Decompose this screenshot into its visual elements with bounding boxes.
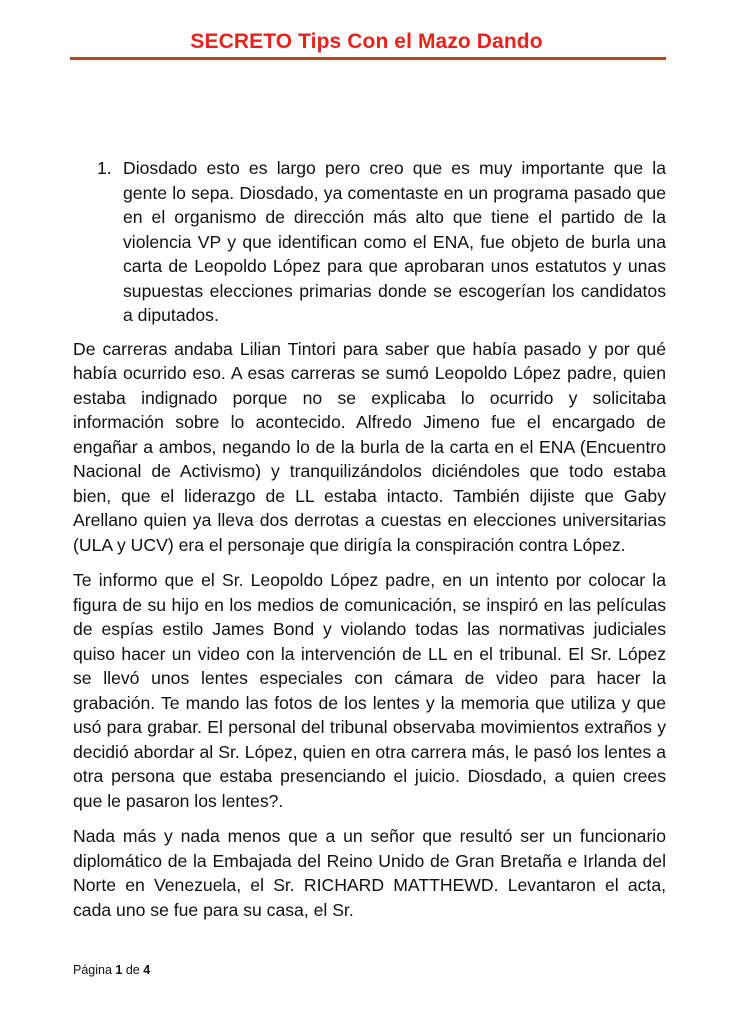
numbered-list-item: [73, 156, 666, 328]
page-label: Página: [73, 963, 112, 977]
paragraph: Te informo que el Sr. Leopoldo López padre, en un intento por colocar la figura de su hijo en los medios de comunicación, se inspiró en las películas de espías estilo James Bond y violando todas las normativas judiciales quiso hacer un video con la intervención de LL en el tribunal. El Sr. López se llevó unos lentes especiales con cámara de video para hacer la grabación. Te mando las fotos de los lentes y la memoria que utiliza y que usó para grabar. El personal del tribunal observaba movimientos extraños y decidió abordar al Sr. López, quien en otra carrera más, le pasó los lentes a otra persona que estaba presenciando el juicio. Diosdado, a quien crees que le pasaron los lentes?.: [73, 570, 666, 811]
page-of-label: de: [125, 963, 140, 977]
paragraph: De carreras andaba Lilian Tintori para saber que había pasado y por qué había ocurrido eso. A esas carreras se sumó Leopoldo López padre, quien estaba indignado porque no se explicaba lo ocurrido y solicitaba información sobre lo acontecido. Alfredo Jimeno fue el encargado de engañar a ambos, negando lo de la burla de la carta en el ENA (Encuentro Nacional de Activismo) y tranquilizándolos diciéndoles que todo estaba bien, que el liderazgo de LL estaba intacto. También dijiste que Gaby Arellano quien ya lleva dos derrotas a cuestas en elecciones universitarias (ULA y UCV) era el personaje que dirigía la conspiración contra López.: [73, 338, 666, 555]
title-divider: [70, 57, 666, 60]
list-item-text: Diosdado esto es largo pero creo que es muy importante que la gente lo sepa. Diosdado, ya comentaste en un programa pasado que en el organismo de dirección más alto que tiene el partido de la violencia VP y que identifican como el ENA, fue objeto de burla una carta de Leopoldo López para que aprobaran unos estatutos y unas supuestas elecciones primarias donde se escogerían los candidatos a diputados.: [123, 158, 666, 325]
document-body: [73, 156, 666, 933]
page-footer: [73, 962, 150, 978]
page-current-number: 1: [115, 963, 123, 977]
page-title: SECRETO Tips Con el Mazo Dando: [190, 30, 543, 53]
page-total-number: 4: [143, 963, 151, 977]
list-item-number: 1.: [97, 158, 112, 178]
paragraph: Nada más y nada menos que a un señor que resultó ser un funcionario diplomático de la Embajada del Reino Unido de Gran Bretaña e Irlanda del Norte en Venezuela, el Sr. RICHARD MATTHEWD. Levantaron el acta, cada uno se fue para su casa, el Sr.: [73, 826, 666, 920]
